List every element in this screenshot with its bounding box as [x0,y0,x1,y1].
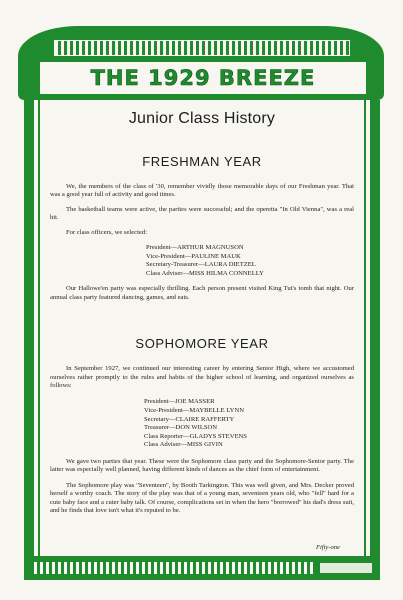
officer-line: Treasurer—DON WILSON [144,424,218,432]
officer-line: Class Reporter—GLADYS STEVENS [144,432,247,440]
page-title: Junior Class History [128,110,276,127]
right-border [370,100,380,562]
sophomore-paragraph-3: The Sophomore play was "Seventeen", by Booth Tarkington. This was well given, and Mrs. Decker proved herself a worthy coach. The story of the play was that of a young man, seventeen years old, who "fell" hard for a cute baby face and a cuter baby talk. Of course, complications set in when the hero "borrowed" his dad's dress suit, and he finds that love isn't what it's reputed to be. [50,481,354,515]
officer-line: Class Adviser—MISS GIVIN [144,441,223,449]
officer-line: Secretary—CLAIRE RAFFERTY [144,415,235,423]
freshman-officers [146,244,354,278]
freshman-heading: FRESHMAN YEAR [142,154,262,169]
bottom-border-pattern [34,562,314,574]
officer-line: Vice-President—MAYBELLE LYNN [144,407,244,415]
officer-line: Class Adviser—MISS HILMA CONNELLY [146,269,264,277]
bottom-border-plate [320,563,372,573]
banner-title: THE 1929 BREEZE [90,66,316,90]
sophomore-officers [144,398,354,450]
page-number: Fifty-one [316,544,340,551]
banner [38,60,368,96]
sophomore-heading: SOPHOMORE YEAR [135,336,269,352]
officer-line: President—JOE MASSER [144,398,215,406]
sophomore-paragraph-1: In September 1927, we continued our interesting career by entering Senior High, where we accustomed ourselves rather promptly to the rules and habits of the higher school of learning, and organized ourselves as follows: [50,365,354,390]
officer-line: Secretary-Treasurer—LAURA DIETZEL [146,261,256,269]
page-content [50,110,354,515]
right-border-line [364,100,366,562]
freshman-paragraph-4: Our Hallowe'en party was especially thrilling. Each person present visited King Tut's tomb that night. Our annual class party featured dancing, games, and eats. [50,285,354,301]
left-border [24,100,34,562]
freshman-paragraph-1: We, the members of the class of '30, remember vividly those memorable days of our Freshman year. That was a good year full of activity and good times. [50,183,354,199]
sophomore-paragraph-2: We gave two parties that year. These were the Sophomore class party and the Sophomore-Senior party. The latter was especially well planned, having different kinds of dances as the chief form of entertainment. [50,458,354,474]
left-border-line [38,100,40,562]
freshman-paragraph-2: The basketball teams were active, the parties were successful; and the operetta "In Old Vienna", was a real hit. [50,205,354,222]
top-ornament-pattern [54,40,350,56]
officer-line: President—ARTHUR MAGNUSON [146,244,244,252]
officer-line: Vice-President—PAULINE MAUK [146,252,241,260]
freshman-paragraph-3: For class officers, we selected: [66,228,147,236]
